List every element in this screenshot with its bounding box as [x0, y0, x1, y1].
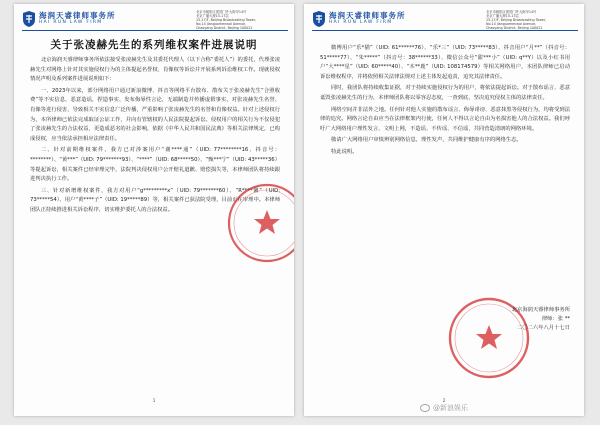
document-body [30, 56, 280, 218]
firm-name-en: HAI RUN LAW FIRM [329, 20, 393, 25]
paragraph: 敬请广大网络用户审慎辨别网络信息，理性发声，共同维护健康有序的网络生态。 [331, 137, 522, 144]
document-body [320, 44, 570, 160]
weibo-logo-icon [420, 404, 430, 412]
paragraph: 同时，我团队将持续收集证据，对于持续实施侵权行为的用户，将依法提起诉讼。对于散布谣言、恶意诋毁张凌赫先生的行为，本律师团队将以零容忍态度，一查到底，坚决追究侵权主体的法律责任。 [320, 85, 570, 101]
paragraph: 特此说明。 [331, 148, 358, 155]
watermark [420, 403, 468, 413]
page-number: 2 [442, 399, 446, 404]
paragraph: 三、针对新增维权案件，我方对用户“g*********x”（UID: 79*******60）、“R****馨”（UID: 73*****54）、用户“黄****子”（UID: 19*****89）等，相关案件已获法院受理，目前正在审理中。本律师团队正持续推进相关诉讼程序，切实维护委托人的合法权益。 [30, 187, 280, 213]
firm-name-en: HAI RUN LAW FIRM [39, 20, 103, 25]
firm-name-cn: 海润天睿律师事务所 [39, 11, 116, 20]
document-page-2 [304, 4, 584, 416]
letterhead [22, 10, 288, 30]
signature-date: 二〇二六年八月十七日 [517, 325, 570, 331]
document-title: 关于张凌赫先生的系列维权案件进展说明 [50, 39, 258, 51]
firm-logo-icon [312, 11, 326, 27]
signature-lawyer: 律师：张 ** [541, 316, 570, 322]
firm-name-cn: 海润天睿律师事务所 [329, 11, 406, 20]
firm-address: 北京市朝阳区建国门外大街甲14号 北京广播大厦15-17层 15-17/F, Beijing Broadcasting Tower, No.14 Jianguomenwai Avenue, Chaoyang District, Beijing 100022 [196, 10, 257, 31]
letterhead [312, 10, 578, 30]
paragraph: 微博用户“乐*猫”（UID: 61******76）、“乐*三”（UID: 73*****83）、抖音用户“月**”（抖音号：51*****77）、“朱*****”（抖音号：38******33）、微信公众号“甜***小”（UID: q**Y）以及小红书用户“大****星”（UID: 60*****40）、“木**鹿”（UID: 108174579）等相关网络用户，本团队律师已启动诉讼维权程序，并将依照相关法律法规对上述主体发起追责，追究其法律责任。 [320, 45, 570, 80]
paragraph: 北京海润天睿律师事务所依法接受张凌赫先生及其委托代理人（以下合称“委托人”）的委托，代理张凌赫先生对网络上针对其实施侵权行为的主体提起名誉权、肖像权等诉讼并开展系列诉讼维权工作。现就侵权情况声明及系列案件进展说明如下： [30, 57, 280, 83]
watermark-text: @新浪娱乐 [433, 404, 468, 412]
paragraph: 二、针对前期维权案件，我方已对涉案用户“谢****通”（UID: 77********16、抖音号：********）、“黄***”（UID: 79*******93）、“****”（UID: 68*****50）、“甄***宁”（UID: 43*****36）等提起诉讼，相关案件已经审理完毕，法院判决侵权用户公开赔礼道歉、赔偿损失等，本律师团队将持续跟进判决执行工作。 [30, 147, 280, 183]
letterhead-divider [22, 30, 288, 31]
letterhead-divider [312, 30, 578, 31]
firm-logo-icon [22, 11, 36, 27]
firm-address: 北京市朝阳区建国门外大街甲14号 北京广播大厦15-17层 15-17/F, Beijing Broadcasting Tower, No.14 Jianguomenwai Avenue, Chaoyang District, Beijing 100022 [486, 10, 547, 31]
paragraph: 一、2023年以来，部分网络用户通过新浪微博、抖音等网络平台散布、散布关于张凌赫先生“合照收费”等不实信息，恶意造谣，捏造事实、发布侮辱性言论，无端制造并传播虚假事实，对张凌赫先生名誉、肖像等进行侵害，导致相关不实信息广泛传播，严重影响了张凌赫先生的名誉和肖像权益。针对上述侵权行为，本所律师已依法完成取证公证工作，并向有管辖权的人民法院提起诉讼。侵权用户的相关行为不仅侵犯了张凌赫先生的合法权益，更造成恶劣的社会影响，依据《中华人民共和国民法典》等相关法律规定，已构成侵权，应当依法承担相应法律责任。 [30, 87, 280, 142]
page-number: 1 [152, 399, 156, 404]
document-page-1 [14, 4, 294, 416]
paragraph: 网络空间并非法外之地。任何针对他人实施的散布谣言、侮辱诽谤、恶意抹黑等侵权行为，均将受到法律的追究。网络言论自由应当在法律框架内行使，任何人不得以言论自由为名损害他人的合法权益。我们呼吁广大网络用户理性发言、文明上网，不造谣、不传谣、不信谣，共同营造清朗的网络环境。 [320, 106, 570, 132]
signature-firm: 北京海润天睿律师事务所 [511, 307, 570, 313]
signature-block [512, 306, 570, 333]
